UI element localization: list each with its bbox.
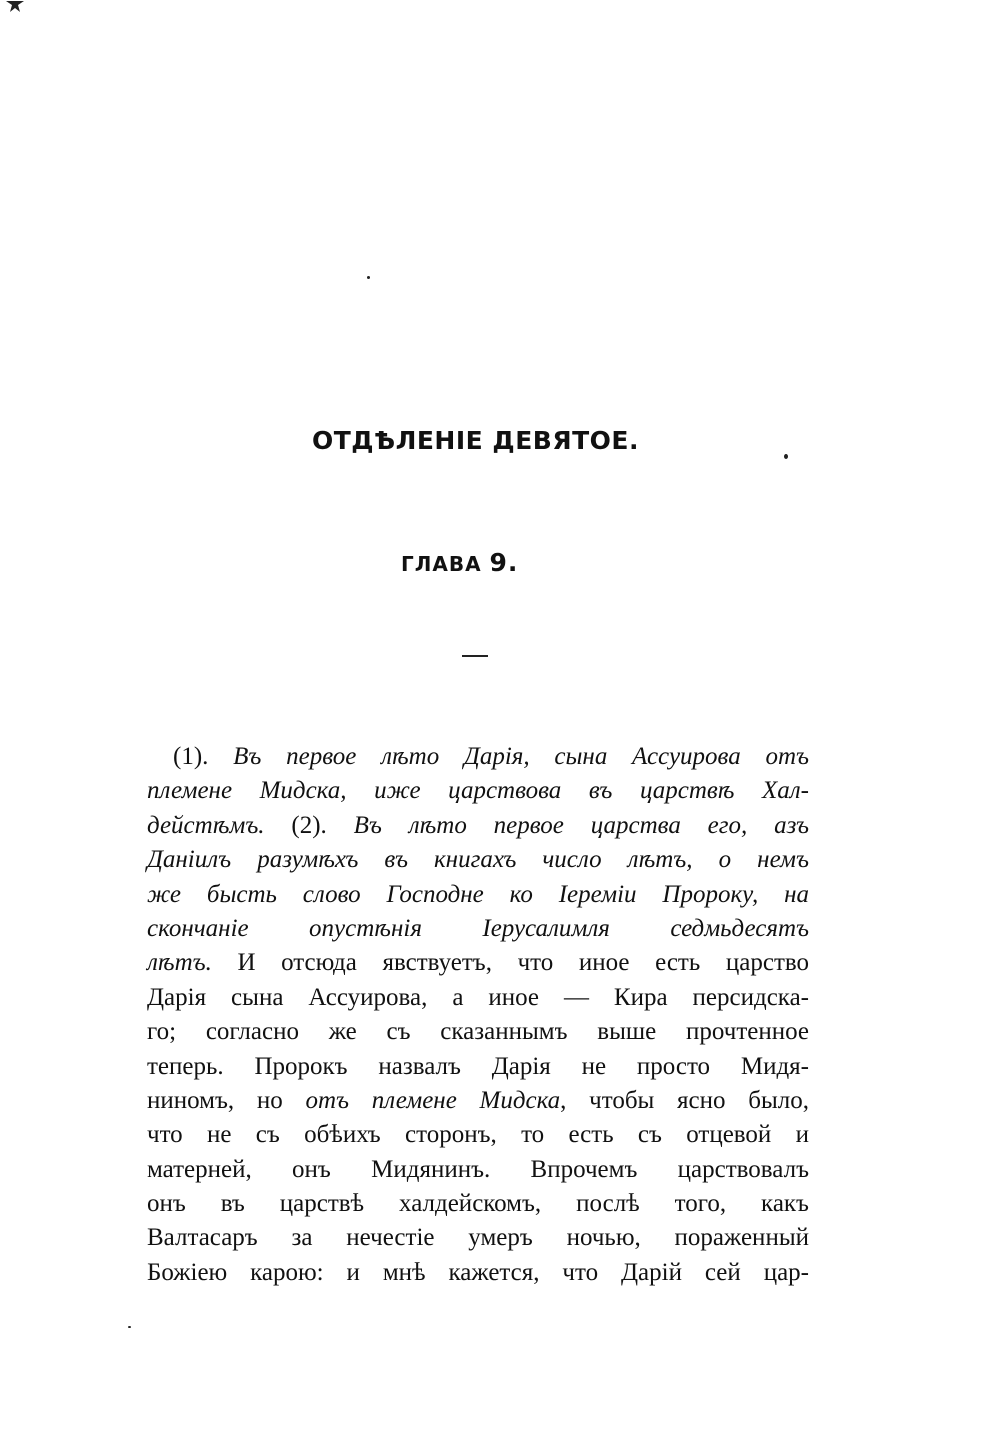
text-line bbox=[147, 1256, 809, 1290]
text-line bbox=[147, 1050, 809, 1084]
section-title: ОТДѢЛЕНІЕ ДЕВЯТОЕ. bbox=[312, 426, 639, 455]
commentary-text: матерней, онъ Мидянинъ. Впрочемъ царствовалъ bbox=[147, 1155, 809, 1183]
text-line bbox=[147, 1015, 809, 1049]
commentary-text: Валтасаръ за нечестіе умеръ ночью, пораженный bbox=[147, 1224, 809, 1252]
commentary-text: го; согласно же съ сказаннымъ выше прочтенное bbox=[147, 1018, 809, 1046]
ink-speck bbox=[367, 276, 370, 279]
text-line bbox=[147, 946, 809, 980]
ink-speck bbox=[128, 1326, 131, 1328]
text-line bbox=[147, 981, 809, 1015]
chapter-heading bbox=[401, 548, 518, 577]
text-line bbox=[147, 1221, 809, 1255]
text-line bbox=[147, 912, 809, 946]
commentary-text: онъ въ царствѣ халдейскомъ, послѣ того, какъ bbox=[147, 1190, 809, 1218]
commentary-text: ниномъ, но bbox=[147, 1086, 306, 1114]
text-line bbox=[147, 843, 809, 877]
chapter-label: ГЛАВА bbox=[401, 552, 482, 576]
commentary-text: Божіею карою: и мнѣ кажется, что Дарій сей цар- bbox=[147, 1258, 809, 1286]
quoted-scripture-text: отъ племене Мидска bbox=[305, 1086, 561, 1114]
text-line bbox=[147, 1187, 809, 1221]
text-line bbox=[147, 1084, 809, 1118]
commentary-text: (1). bbox=[173, 743, 234, 770]
commentary-text: теперь. Пророкъ назвалъ Дарія не просто Мидя- bbox=[147, 1052, 809, 1080]
printer-ornament-mark bbox=[4, 0, 26, 14]
quoted-scripture-text: Даніилъ разумѣхъ въ книгахъ число лѣтъ, о немъ bbox=[147, 846, 809, 874]
commentary-text: Дарія сына Ассуирова, а иное — Кира персидска- bbox=[147, 983, 809, 1011]
body-text bbox=[147, 740, 809, 1290]
text-line bbox=[147, 774, 809, 808]
commentary-text: , чтобы ясно было, bbox=[560, 1086, 810, 1114]
chapter-number: 9. bbox=[489, 548, 519, 577]
quoted-scripture-text: племене Мидска, иже царствова въ царствѣ Хал- bbox=[147, 777, 809, 805]
quoted-scripture-text: скончаніе опустѣнія Іерусалимля седмьдесятъ bbox=[147, 914, 809, 942]
quoted-scripture-text: Въ первое лѣто Дарія, сына Ассуирова отъ bbox=[233, 743, 809, 770]
quoted-scripture-text: дейстѣмъ. bbox=[147, 811, 265, 839]
commentary-text: что не съ обѣихъ сторонъ, то есть съ отцевой и bbox=[147, 1121, 809, 1149]
text-line bbox=[147, 809, 809, 843]
quoted-scripture-text: же бысть слово Господне ко Іереміи Пророку, на bbox=[147, 880, 809, 908]
quoted-scripture-text: Въ лѣто первое царства его, азъ bbox=[353, 811, 809, 839]
text-line bbox=[147, 878, 809, 912]
text-line bbox=[147, 1118, 809, 1152]
divider-rule bbox=[462, 655, 488, 657]
ink-speck bbox=[784, 454, 788, 459]
commentary-text: И отсюда явствуетъ, что иное есть царство bbox=[211, 949, 809, 977]
text-line bbox=[147, 1153, 809, 1187]
commentary-text: (2). bbox=[264, 811, 354, 839]
text-line bbox=[147, 740, 809, 774]
quoted-scripture-text: лѣтъ. bbox=[147, 949, 212, 977]
